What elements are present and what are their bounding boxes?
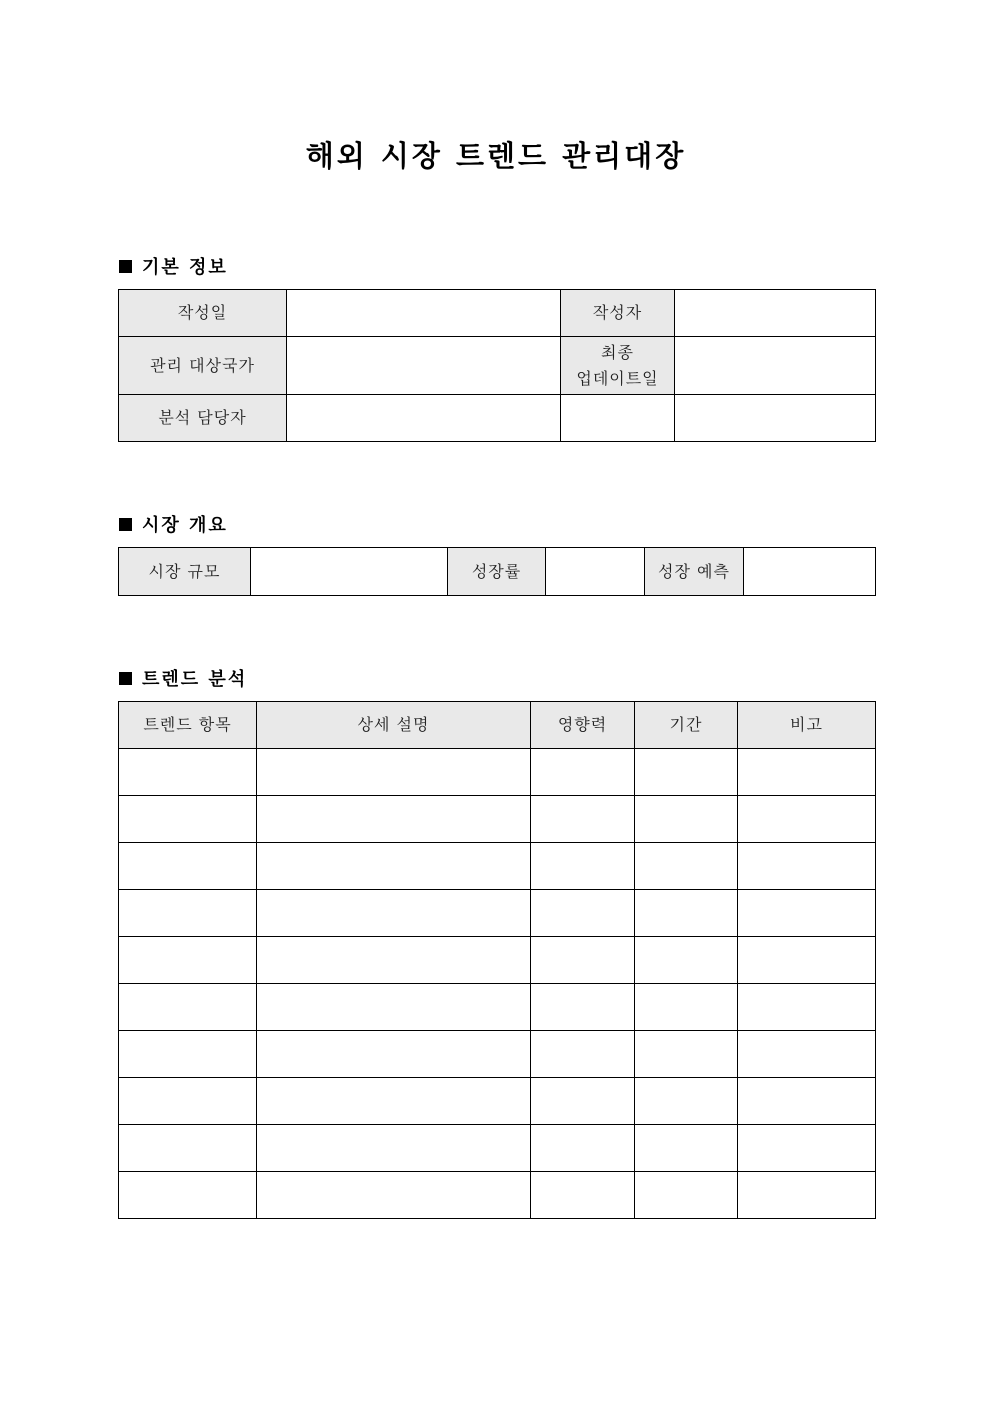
- cell-impact[interactable]: [531, 796, 635, 843]
- cell-description[interactable]: [257, 1078, 531, 1125]
- column-header-remarks: 비고: [738, 702, 876, 749]
- cell-impact[interactable]: [531, 1172, 635, 1219]
- cell-period[interactable]: [635, 984, 738, 1031]
- field-author[interactable]: [675, 290, 876, 337]
- column-header-description: 상세 설명: [257, 702, 531, 749]
- cell-trend-item[interactable]: [119, 843, 257, 890]
- column-header-impact: 영향력: [531, 702, 635, 749]
- cell-period[interactable]: [635, 1125, 738, 1172]
- table-row: [119, 843, 876, 890]
- cell-period[interactable]: [635, 937, 738, 984]
- cell-remarks[interactable]: [738, 1125, 876, 1172]
- trend-analysis-table: [118, 701, 876, 1219]
- field-market-size[interactable]: [251, 548, 448, 596]
- field-target-country[interactable]: [287, 337, 561, 395]
- cell-description[interactable]: [257, 1125, 531, 1172]
- square-bullet-icon: [119, 260, 132, 273]
- cell-description[interactable]: [257, 843, 531, 890]
- table-row: [119, 796, 876, 843]
- cell-period[interactable]: [635, 1172, 738, 1219]
- cell-description[interactable]: [257, 937, 531, 984]
- cell-description[interactable]: [257, 1172, 531, 1219]
- cell-trend-item[interactable]: [119, 937, 257, 984]
- cell-period[interactable]: [635, 843, 738, 890]
- cell-trend-item[interactable]: [119, 1125, 257, 1172]
- field-growth-forecast[interactable]: [744, 548, 876, 596]
- label-last-updated: 최종 업데이트일: [561, 337, 675, 395]
- label-growth-rate: 성장률: [448, 548, 546, 596]
- cell-impact[interactable]: [531, 1031, 635, 1078]
- column-header-trend-item: 트렌드 항목: [119, 702, 257, 749]
- section-heading-market-overview: 시장 개요: [119, 511, 228, 537]
- cell-description[interactable]: [257, 984, 531, 1031]
- cell-remarks[interactable]: [738, 937, 876, 984]
- table-row: [119, 749, 876, 796]
- cell-description[interactable]: [257, 1031, 531, 1078]
- cell-period[interactable]: [635, 890, 738, 937]
- cell-description[interactable]: [257, 890, 531, 937]
- table-row: [119, 937, 876, 984]
- label-author: 작성자: [561, 290, 675, 337]
- label-growth-forecast: 성장 예측: [645, 548, 744, 596]
- table-header-row: [119, 702, 876, 749]
- basic-info-table: [118, 289, 876, 442]
- table-row: [119, 1172, 876, 1219]
- cell-impact[interactable]: [531, 984, 635, 1031]
- market-overview-table: [118, 547, 876, 596]
- field-growth-rate[interactable]: [546, 548, 645, 596]
- field-analyst[interactable]: [287, 395, 561, 442]
- table-row: [119, 1125, 876, 1172]
- cell-period[interactable]: [635, 1031, 738, 1078]
- cell-impact[interactable]: [531, 749, 635, 796]
- cell-remarks[interactable]: [738, 984, 876, 1031]
- cell-remarks[interactable]: [738, 1031, 876, 1078]
- label-created-date: 작성일: [119, 290, 287, 337]
- cell-period[interactable]: [635, 749, 738, 796]
- cell-impact[interactable]: [531, 1078, 635, 1125]
- section-heading-basic-info: 기본 정보: [119, 253, 228, 279]
- cell-impact[interactable]: [531, 937, 635, 984]
- cell-trend-item[interactable]: [119, 984, 257, 1031]
- field-created-date[interactable]: [287, 290, 561, 337]
- cell-description[interactable]: [257, 796, 531, 843]
- cell-remarks[interactable]: [738, 1078, 876, 1125]
- cell-impact[interactable]: [531, 890, 635, 937]
- cell-remarks[interactable]: [738, 796, 876, 843]
- cell-remarks[interactable]: [738, 749, 876, 796]
- cell-trend-item[interactable]: [119, 890, 257, 937]
- cell-period[interactable]: [635, 1078, 738, 1125]
- label-market-size: 시장 규모: [119, 548, 251, 596]
- section-heading-trend-analysis: 트렌드 분석: [119, 665, 247, 691]
- cell-period[interactable]: [635, 796, 738, 843]
- cell-trend-item[interactable]: [119, 1172, 257, 1219]
- cell-remarks[interactable]: [738, 1172, 876, 1219]
- cell-trend-item[interactable]: [119, 749, 257, 796]
- table-row: [119, 890, 876, 937]
- cell-remarks[interactable]: [738, 890, 876, 937]
- square-bullet-icon: [119, 518, 132, 531]
- table-row: [119, 1031, 876, 1078]
- table-row: [119, 984, 876, 1031]
- cell-trend-item[interactable]: [119, 1078, 257, 1125]
- cell-remarks[interactable]: [738, 843, 876, 890]
- field-extra-label[interactable]: [561, 395, 675, 442]
- field-last-updated[interactable]: [675, 337, 876, 395]
- label-analyst: 분석 담당자: [119, 395, 287, 442]
- table-row: [119, 1078, 876, 1125]
- cell-impact[interactable]: [531, 1125, 635, 1172]
- column-header-period: 기간: [635, 702, 738, 749]
- cell-trend-item[interactable]: [119, 1031, 257, 1078]
- cell-trend-item[interactable]: [119, 796, 257, 843]
- document-title: 해외 시장 트렌드 관리대장: [305, 139, 687, 173]
- field-extra-value[interactable]: [675, 395, 876, 442]
- square-bullet-icon: [119, 672, 132, 685]
- cell-impact[interactable]: [531, 843, 635, 890]
- label-target-country: 관리 대상국가: [119, 337, 287, 395]
- cell-description[interactable]: [257, 749, 531, 796]
